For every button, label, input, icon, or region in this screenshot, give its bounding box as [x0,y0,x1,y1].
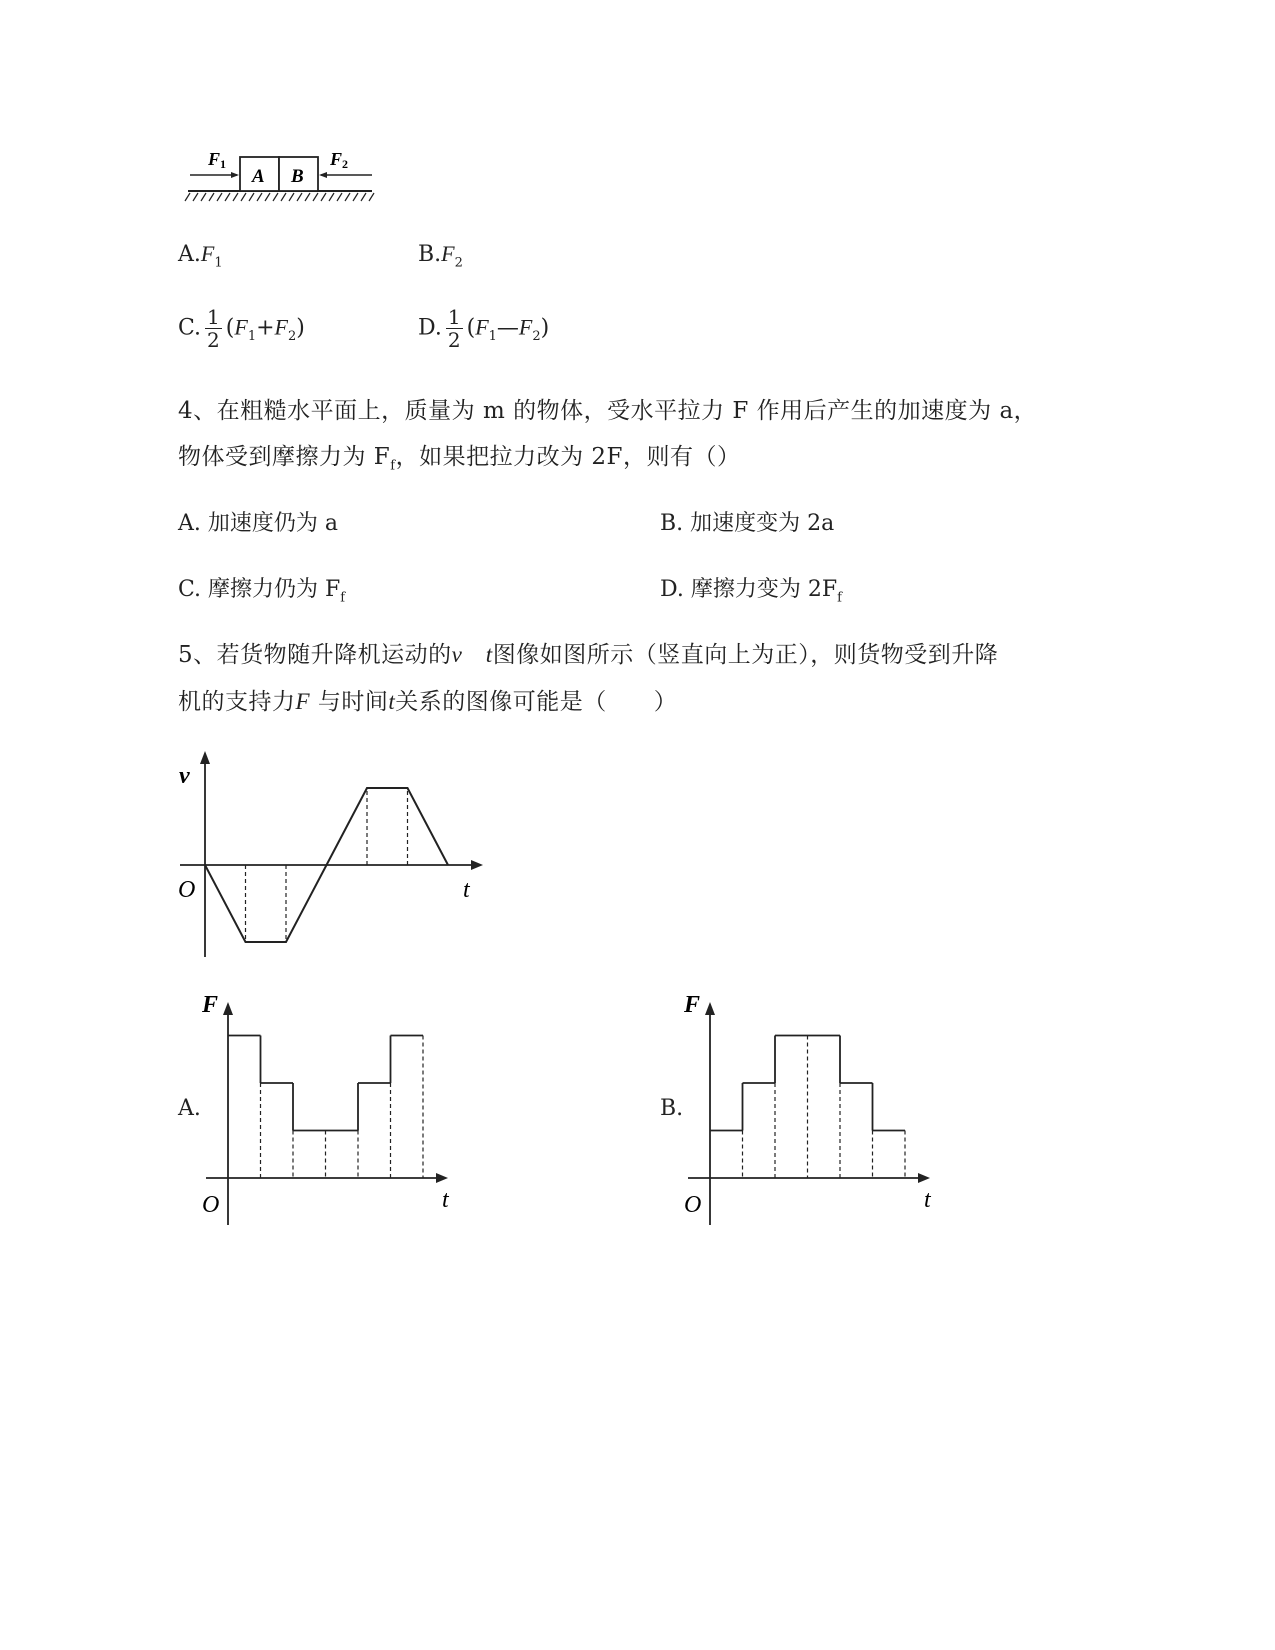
q5-option-a-letter[interactable]: A. [178,1096,201,1121]
q4-option-b[interactable]: B. 加速度变为 2a [660,511,835,536]
f1-label: F1 [208,149,227,171]
ft-b-xlabel: t [924,1187,931,1213]
ft-a-origin: O [202,1192,220,1218]
option-letter: A. [178,242,201,267]
q4-option-c[interactable]: C. 摩擦力仍为 $F_f$ [178,577,346,606]
block-figure [180,145,380,207]
option-letter: B. [418,242,442,267]
q3-option-a[interactable]: $A.F_1$ [178,241,223,271]
block-a-label: A [252,166,265,187]
ft-a-xlabel: t [442,1187,449,1213]
ft-graph-a[interactable] [198,990,468,1230]
q5-line-2: 机的支持力F 与时间t关系的图像可能是（ ） [178,689,678,715]
vt-ylabel: v [179,763,190,789]
q4-option-a[interactable]: A. 加速度仍为 a [178,511,338,536]
vt-origin: O [178,877,196,903]
option-letter: C. [178,315,202,341]
q3-option-b[interactable]: $B.F_2$ [418,241,463,271]
f2-label: F2 [330,149,349,171]
q5-option-b-letter[interactable]: B. [660,1096,684,1121]
fraction: $\frac{1}{2}$ [207,305,220,352]
q4-option-d[interactable]: D. 摩擦力变为 $2F_f$ [660,577,842,606]
q3-option-c[interactable]: C. $\frac{1}{2}$ $(F_1+F_2)$ [178,305,305,352]
ft-graph-b[interactable] [680,990,950,1230]
ft-a-ylabel: F [202,992,219,1018]
vt-graph [175,745,495,960]
q4-line-2: 物体受到摩擦力为 $F_f$，如果把拉力改为 2F，则有（） [178,444,741,474]
q4-line-1: 4、在粗糙水平面上，质量为 m 的物体，受水平拉力 F 作用后产生的加速度为 a， [178,398,1038,424]
vt-xlabel: t [463,877,470,903]
fraction: $\frac{1}{2}$ [447,305,461,352]
q5-line-1: 5、若货物随升降机运动的v t图像如图所示（竖直向上为正），则货物受到升降 [178,642,999,668]
q3-option-d[interactable]: D. $\frac{1}{2}$ $(F_1—F_2)$ [418,305,550,352]
block-b-label: B [291,166,304,187]
ft-b-ylabel: F [684,992,701,1018]
ft-b-origin: O [684,1192,702,1218]
option-letter: D. [418,315,442,341]
